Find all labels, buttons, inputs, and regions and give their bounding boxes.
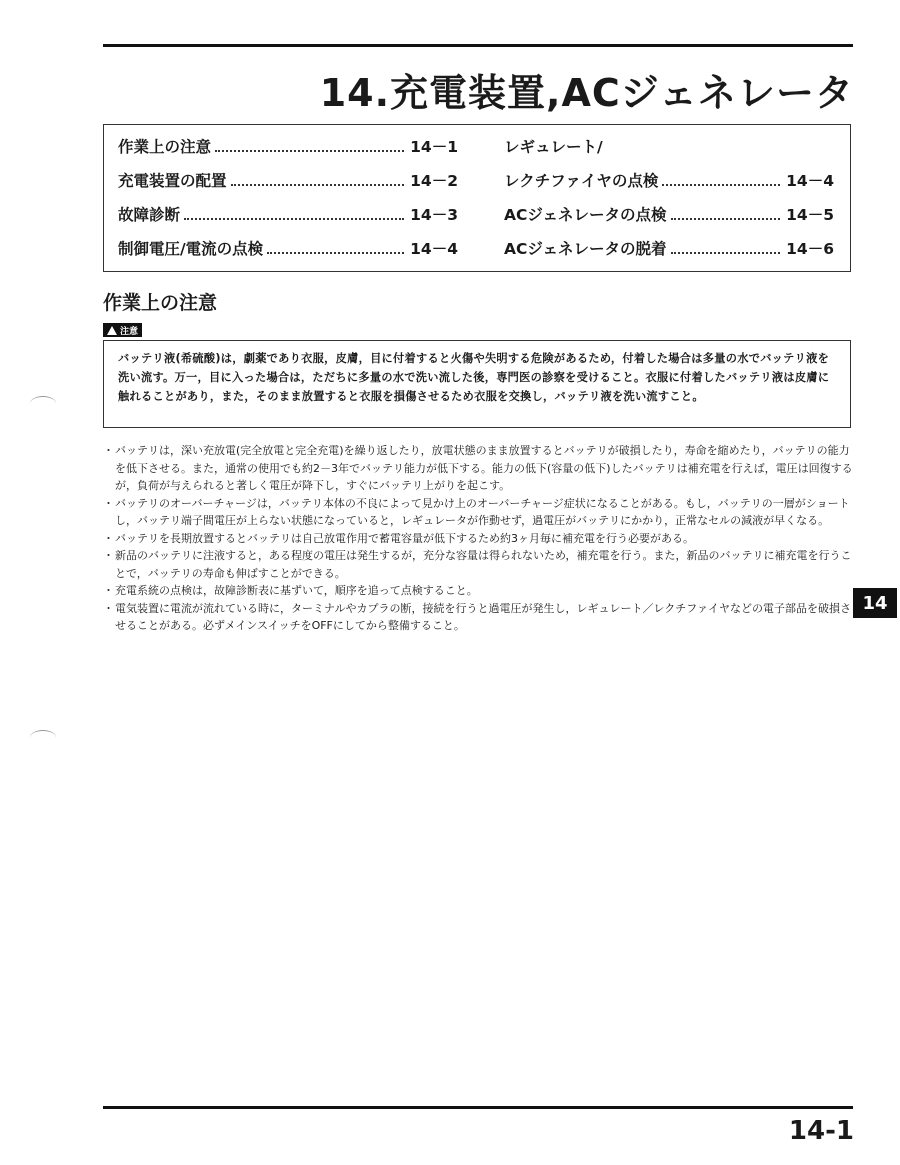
toc-column-left — [118, 135, 458, 271]
bullet: ・ — [103, 496, 114, 510]
toc-label: 充電装置の配置 — [118, 172, 227, 190]
toc-leader — [671, 252, 781, 254]
list-item — [103, 442, 853, 495]
table-of-contents — [103, 124, 851, 272]
toc-entry[interactable] — [118, 135, 458, 169]
list-item — [103, 547, 853, 582]
note-text: バッテリは，深い充放電(完全放電と完全充電)を繰り返したり，放電状態のまま放置するとバッテリが破損したり，寿命を縮めたり，バッテリの能力を低下させる。また，通常の使用でも約2－3年でバッテリ能力が低下する。能力の低下(容量の低下)したバッテリは補充電を行えば，電圧は回復するが，負荷が与えられると著しく電圧が降下し，すぐにバッテリ上がりを起こす。 — [115, 444, 853, 492]
note-text: 新品のバッテリに注液すると，ある程度の電圧は発生するが，充分な容量は得られないため，補充電を行う。また，新品のバッテリに補充電を行うことで，バッテリの寿命も伸ばすことができる。 — [115, 549, 852, 580]
note-text: バッテリのオーバーチャージは，バッテリ本体の不良によって見かけ上のオーバーチャージ症状になることがある。もし，バッテリの一層がショートし，バッテリ端子間電圧が上らない状態になっていると，レギュレータが作動せず，過電圧がバッテリにかかり，正常なセルの減液が早くなる。 — [115, 496, 850, 527]
toc-entry[interactable] — [118, 237, 458, 271]
bullet: ・ — [103, 601, 114, 615]
toc-page: 14－4 — [410, 240, 458, 258]
toc-label: ACジェネレータの点検 — [504, 206, 667, 224]
list-item — [103, 600, 853, 635]
toc-page: 14－5 — [786, 206, 834, 224]
bullet: ・ — [103, 531, 114, 545]
toc-entry[interactable] — [118, 203, 458, 237]
toc-page: 14－2 — [410, 172, 458, 190]
toc-label: 制御電圧/電流の点検 — [118, 240, 264, 258]
toc-leader — [231, 184, 405, 186]
list-item — [103, 495, 853, 530]
toc-leader — [215, 150, 404, 152]
bullet: ・ — [103, 549, 114, 562]
warning-box — [103, 340, 851, 428]
notes-list — [103, 442, 853, 635]
chapter-tab[interactable]: 14 — [853, 588, 897, 618]
toc-label: 故障診断 — [118, 206, 181, 224]
toc-leader — [184, 218, 404, 220]
toc-leader — [671, 218, 781, 220]
section-heading: 作業上の注意 — [103, 292, 218, 314]
warning-triangle-icon — [107, 326, 117, 335]
note-text: 充電系統の点検は，故障診断表に基ずいて，順序を追って点検すること。 — [115, 584, 478, 597]
toc-label: レギュレート/ — [504, 138, 603, 156]
toc-label: ACジェネレータの脱着 — [504, 240, 667, 258]
toc-entry[interactable] — [118, 169, 458, 203]
toc-entry[interactable] — [504, 203, 834, 237]
toc-label: 作業上の注意 — [118, 138, 212, 156]
toc-entry[interactable] — [504, 169, 834, 203]
page-title: 14.充電装置,ACジェネレータ — [319, 71, 854, 115]
bullet: ・ — [103, 444, 114, 457]
bullet: ・ — [103, 584, 114, 597]
warning-text: バッテリ液(希硫酸)は，劇薬であり衣服，皮膚，目に付着すると火傷や失明する危険があるため，付着した場合は多量の水でバッテリ液を洗い流す。万一，目に入った場合は，ただちに多量の水で洗い流した後，専門医の診察を受けること。衣服に付着したバッテリ液は皮膚に触れることがあり，また，そのまま放置すると衣服を損傷させるため衣服を交換し，バッテリ液を洗い流すこと。 — [118, 352, 830, 403]
toc-label: レクチファイヤの点検 — [504, 172, 659, 190]
bottom-rule — [103, 1106, 853, 1109]
note-text: バッテリを長期放置するとバッテリは自己放電作用で蓄電容量が低下するため約3ヶ月毎に補充電を行う必要がある。 — [115, 531, 694, 545]
toc-page: 14－4 — [786, 172, 834, 190]
list-item — [103, 530, 853, 548]
toc-page: 14－1 — [410, 138, 458, 156]
toc-entry[interactable] — [504, 237, 834, 271]
note-text: 電気装置に電流が流れている時に，ターミナルやカプラの断，接続を行うと過電圧が発生し，レギュレート／レクチファイヤなどの電子部品を破損させることがある。必ずメインスイッチをOFFにしてから整備すること。 — [115, 601, 852, 632]
page-number: 14-1 — [788, 1116, 854, 1146]
binder-hole-mark — [30, 730, 56, 745]
warning-badge-label: 注意 — [120, 326, 139, 337]
binder-hole-mark — [30, 396, 56, 411]
warning-badge — [103, 323, 142, 337]
toc-page: 14－6 — [786, 240, 834, 258]
toc-page: 14－3 — [410, 206, 458, 224]
list-item — [103, 582, 853, 600]
toc-entry[interactable] — [504, 135, 834, 169]
toc-leader — [662, 184, 780, 186]
toc-leader — [267, 252, 404, 254]
top-rule — [103, 44, 853, 47]
toc-column-right — [504, 135, 834, 271]
